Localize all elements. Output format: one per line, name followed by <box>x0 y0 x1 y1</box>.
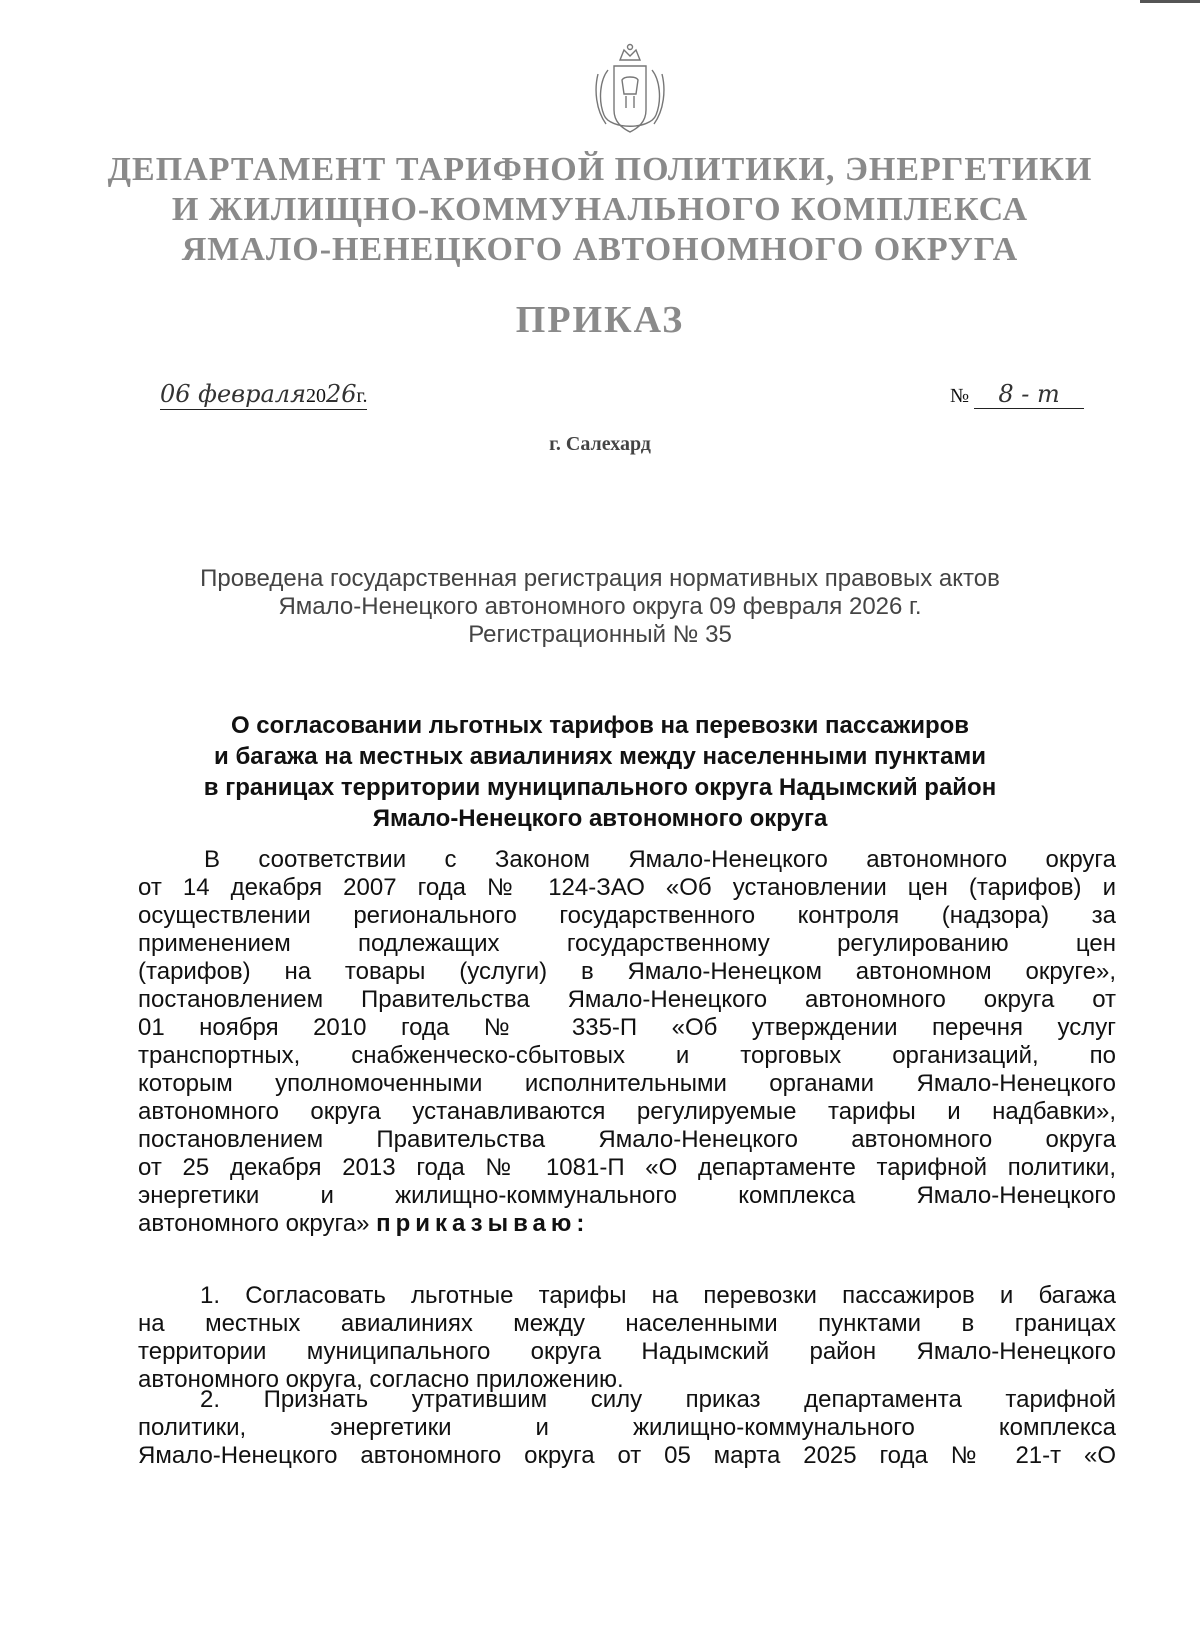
handwritten-date: 06 февраля <box>160 380 306 408</box>
subject-line: Ямало-Ненецкого автономного округа <box>372 805 828 832</box>
subject-line: О согласовании льготных тарифов на перевозки пассажиров <box>230 712 970 739</box>
preamble-line: автономного округа» <box>138 1210 370 1237</box>
preamble-line: энергетики и жилищно-коммунального комплекса Ямало-Ненецкого <box>138 1182 1116 1209</box>
department-line: ДЕПАРТАМЕНТ ТАРИФНОЙ ПОЛИТИКИ, ЭНЕРГЕТИКИ <box>107 151 1093 188</box>
preamble-line: от 25 декабря 2013 года № 1081-П «О департаменте тарифной политики, <box>138 1154 1116 1181</box>
order-date <box>160 380 367 408</box>
department-line: ЯМАЛО-НЕНЕЦКОГО АВТОНОМНОГО ОКРУГА <box>181 231 1019 268</box>
coat-of-arms-emblem <box>590 40 670 145</box>
year-prefix: 20 <box>305 385 326 407</box>
registration-line: Ямало-Ненецкого автономного округа 09 февраля 2026 г. <box>278 593 922 620</box>
handwritten-year: 26 <box>325 380 357 408</box>
preamble-line: от 14 декабря 2007 года № 124-ЗАО «Об установлении цен (тарифов) и <box>138 874 1116 901</box>
order-number <box>950 380 1084 409</box>
year-suffix: г. <box>356 385 368 407</box>
order-item-2 <box>138 1386 1116 1470</box>
preamble-line: осуществлении регионального государственного контроля (надзора) за <box>138 902 1116 929</box>
preamble-line: (тарифов) на товары (услуги) в Ямало-Ненецком автономном округе», <box>138 958 1116 985</box>
department-name <box>100 150 1100 270</box>
item-line: Ямало-Ненецкого автономного округа от 05 марта 2025 года № 21-т «О <box>138 1442 1116 1469</box>
registration-line: Регистрационный № 35 <box>468 621 732 648</box>
registration-line: Проведена государственная регистрация нормативных правовых актов <box>200 565 1000 592</box>
subject-line: в границах территории муниципального округа Надымский район <box>203 774 997 801</box>
preamble-line: 01 ноября 2010 года № 335-П «Об утверждении перечня услуг <box>138 1014 1116 1041</box>
item-line: 2. Признать утратившим силу приказ департамента тарифной <box>200 1386 1116 1413</box>
subject-line: и багажа на местных авиалиниях между населенными пунктами <box>214 743 986 770</box>
preamble-line: постановлением Правительства Ямало-Ненецкого автономного округа <box>138 1126 1116 1153</box>
item-line: автономного округа, согласно приложению. <box>138 1366 624 1393</box>
preamble-line: автономного округа устанавливаются регулируемые тарифы и надбавки», <box>138 1098 1116 1125</box>
preamble-line: постановлением Правительства Ямало-Ненецкого автономного округа от <box>138 986 1116 1013</box>
preamble-line: транспортных, снабженческо-сбытовых и торговых организаций, по <box>138 1042 1116 1069</box>
item-line: 1. Согласовать льготные тарифы на перевозки пассажиров и багажа <box>200 1282 1116 1309</box>
number-label: № <box>950 385 970 407</box>
scan-corner-mark <box>1140 0 1200 11</box>
document-type-title: ПРИКАЗ <box>515 299 685 341</box>
handwritten-number: 8 - т <box>998 380 1060 408</box>
preamble-line: применением подлежащих государственному регулированию цен <box>138 930 1116 957</box>
decree-word: приказываю: <box>376 1210 590 1237</box>
department-line: И ЖИЛИЩНО-КОММУНАЛЬНОГО КОМПЛЕКСА <box>171 191 1029 228</box>
preamble-line: В соответствии с Законом Ямало-Ненецкого автономного округа <box>204 846 1116 873</box>
item-line: на местных авиалиниях между населенными пунктами в границах <box>138 1310 1116 1337</box>
item-line: территории муниципального округа Надымский район Ямало-Ненецкого <box>138 1338 1116 1365</box>
preamble-line: которым уполномоченными исполнительными органами Ямало-Ненецкого <box>138 1070 1116 1097</box>
order-item-1 <box>138 1282 1116 1394</box>
registration-stamp-text <box>100 565 1100 649</box>
city: г. Салехард <box>549 433 651 455</box>
item-line: политики, энергетики и жилищно-коммунального комплекса <box>138 1414 1116 1441</box>
order-subject <box>80 710 1120 834</box>
preamble-paragraph <box>138 846 1116 1238</box>
